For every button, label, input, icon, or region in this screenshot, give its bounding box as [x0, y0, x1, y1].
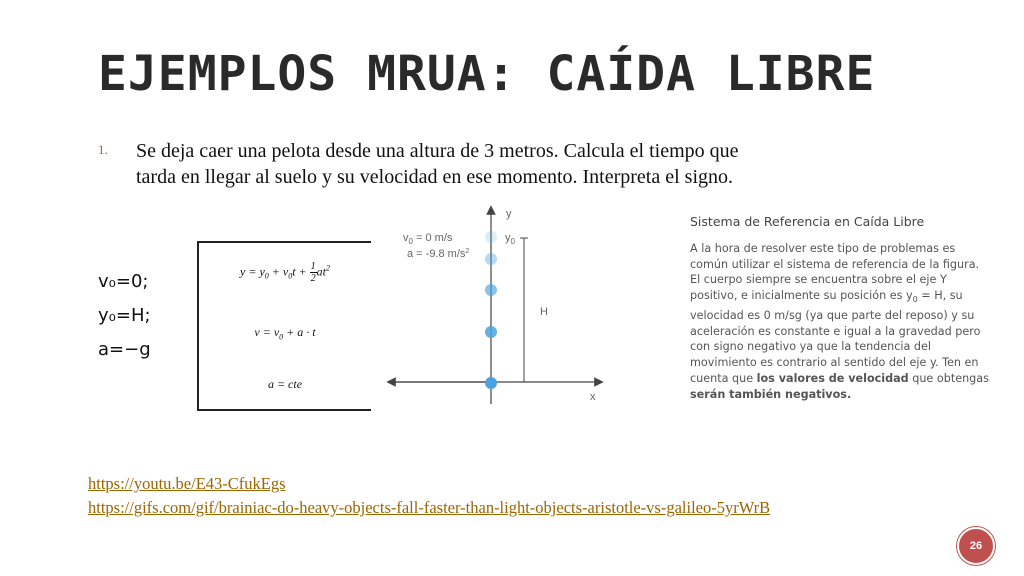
free-fall-diagram	[385, 200, 610, 410]
y0-label: $y_0$	[505, 232, 515, 246]
gif-link[interactable]: https://gifs.com/gif/brainiac-do-heavy-objects-fall-faster-than-light-objects-aristotle-vs-galileo-5yrWrB	[88, 498, 771, 517]
ball	[485, 377, 497, 389]
position-equation: $y = y_0 + v_0t$ + $\frac{1}{2}$ $at^2$	[240, 261, 330, 284]
explanation-body: A la hora de resolver este tipo de problemas es común utilizar el sistema de referencia de la figura. El cuerpo siempre se encuentra sobre el eje Y positivo, e inicialmente su posición es $y_0 = H$, su velocidad es 0 m/sg (ya que parte del reposo) y su aceleración es constante e igual a la gravedad pero con signo negativo ya que la tendencia del movimiento es contrario al sentido del eje y. Ten en cuenta que los valores de velocidad que obtengas serán también negativos.	[690, 242, 989, 401]
page-number-badge: 26	[957, 527, 995, 565]
ball	[485, 253, 497, 265]
given-v0: v₀=0;	[98, 271, 149, 292]
a-label: a = -9.8 $m/s^2$	[407, 248, 470, 260]
h-label: H	[540, 306, 548, 318]
problem-list	[98, 138, 898, 190]
ball	[485, 231, 497, 243]
problem-text-line1: Se deja caer una pelota desde una altura de 3 metros. Calcula el tiempo que	[136, 140, 739, 162]
given-a: a=−g	[98, 339, 151, 360]
v0-label: $v_0 = 0$ m/s	[403, 232, 453, 246]
youtube-link[interactable]: https://youtu.be/E43-CfukEgs	[88, 474, 286, 493]
reference-system-explanation	[690, 214, 990, 402]
problem-text-line2: tarda en llegar al suelo y su velocidad en ese momento. Interpreta el signo.	[136, 166, 734, 188]
problem-text	[136, 138, 898, 190]
y-axis-label: y	[506, 208, 512, 220]
given-conditions	[98, 265, 151, 367]
slide-title: EJEMPLOS MRUA: CAÍDA LIBRE	[98, 46, 876, 102]
list-number: 1.	[98, 142, 108, 157]
ball	[485, 326, 497, 338]
equations-box	[197, 241, 371, 411]
acceleration-equation: a = cte	[267, 377, 303, 391]
velocity-equation: $v = v_0 + a \cdot t$	[254, 325, 316, 342]
given-y0: y₀=H;	[98, 305, 151, 326]
reference-links	[88, 472, 770, 520]
x-axis-label: x	[590, 391, 596, 403]
ball	[485, 284, 497, 296]
explanation-heading: Sistema de Referencia en Caída Libre	[690, 214, 925, 229]
